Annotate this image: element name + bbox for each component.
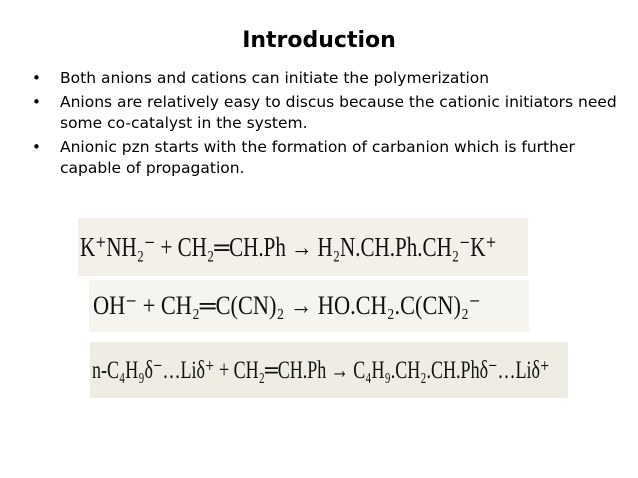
bullet-list <box>28 68 618 182</box>
equation-text: n-C₄H₉δ⁻…Liδ⁺ + CH₂═CH.Ph → C₄H₉.CH₂.CH.Phδ⁻…Liδ⁺ <box>92 357 550 384</box>
equation-image-3 <box>90 342 568 398</box>
equation-text: K⁺NH₂⁻ + CH₂═CH.Ph → H₂N.CH.Ph.CH₂⁻K⁺ <box>80 231 497 262</box>
equation-text: OH⁻ + CH₂═C(CN)₂ → HO.CH₂.C(CN)₂⁻ <box>93 291 481 320</box>
equation-image-2 <box>89 280 529 332</box>
bullet-text: Both anions and cations can initiate the polymerization <box>60 69 490 87</box>
bullet-text: Anions are relatively easy to discus because the cationic initiators need some co-catalyst in the system. <box>60 93 617 132</box>
bullet-item <box>28 92 618 134</box>
equation-image-1 <box>78 218 528 276</box>
bullet-icon: • <box>32 69 41 87</box>
bullet-item <box>28 68 618 89</box>
slide-title: Introduction <box>242 28 396 53</box>
bullet-text: Anionic pzn starts with the formation of carbanion which is further capable of propagation. <box>60 138 575 177</box>
bullet-item <box>28 137 618 179</box>
bullet-icon: • <box>32 138 41 156</box>
bullet-icon: • <box>32 93 41 111</box>
